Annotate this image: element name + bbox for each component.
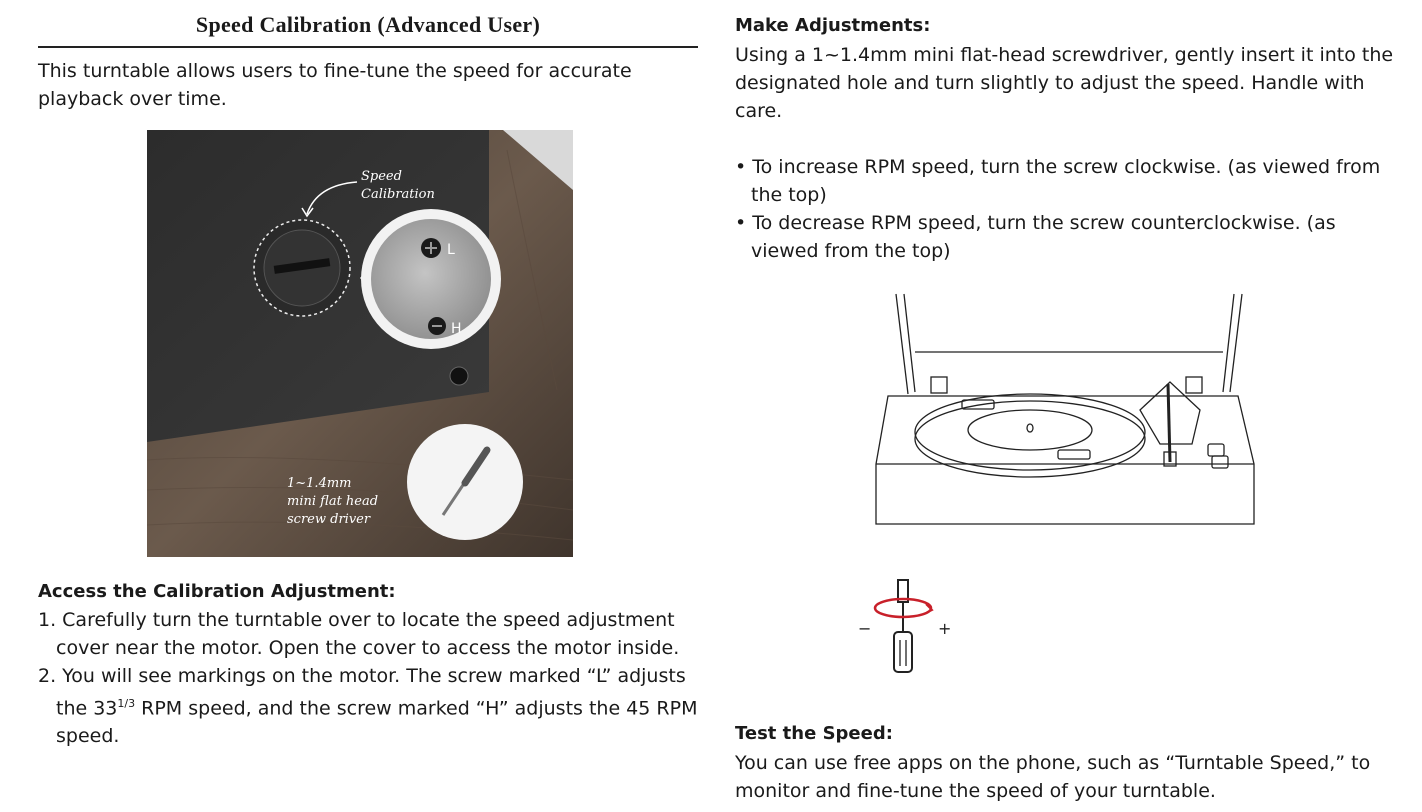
driver-label-line3: screw driver (287, 512, 371, 527)
turntable-illustration (870, 292, 1270, 532)
adjust-bullet-increase: • To increase RPM speed, turn the screw clockwise. (as viewed from the top) (735, 156, 1381, 206)
knob-1 (1208, 444, 1224, 456)
hinge-left (931, 377, 947, 393)
screw-direction-diagram (852, 572, 962, 682)
screw-l-label: L (447, 242, 455, 258)
lid-left-edge (896, 294, 915, 394)
platter-side (915, 401, 1145, 477)
spindle (1027, 424, 1033, 432)
callout-label-line1: Speed (361, 169, 402, 184)
knob-2 (1212, 456, 1228, 468)
access-step-2-fraction: 1/3 (117, 697, 136, 710)
access-step-1: 1. Carefully turn the turntable over to locate the speed adjustment cover near the motor. Open the cover to access the motor inside. (38, 609, 680, 659)
access-steps (38, 606, 698, 750)
record-label-area (968, 410, 1092, 450)
calibration-photo-illustration (147, 130, 573, 557)
screw-h-label: H (451, 321, 462, 337)
screw-direction-drawing (852, 572, 962, 682)
calibration-photo (147, 130, 573, 557)
adjust-bullets (735, 153, 1395, 265)
panel-screw (450, 367, 468, 385)
platter-mark-2 (1058, 450, 1090, 459)
plus-label: + (938, 619, 952, 638)
adjust-bullet-decrease: • To decrease RPM speed, turn the screw counterclockwise. (as viewed from the top) (735, 212, 1336, 262)
driver-label-line2: mini flat head (287, 494, 379, 509)
page-title: Speed Calibration (Advanced User) (195, 12, 541, 37)
hinge-right (1186, 377, 1202, 393)
callout-label-line2: Calibration (361, 187, 435, 202)
access-step-2-end: RPM speed, and the screw marked “H” adjusts the 45 RPM speed. (56, 697, 698, 748)
title-divider (38, 46, 698, 48)
tonearm (1168, 384, 1170, 462)
driver-label-line1: 1~1.4mm (287, 476, 352, 491)
test-body: You can use free apps on the phone, such as “Turntable Speed,” to monitor and fine-tune the speed of your turntable. (735, 752, 1371, 802)
intro-text: This turntable allows users to fine-tune the speed for accurate playback over time. (38, 60, 632, 110)
test-heading: Test the Speed: (735, 723, 893, 744)
lid-right-edge (1223, 294, 1242, 392)
access-step-2 (38, 662, 698, 750)
access-heading: Access the Calibration Adjustment: (38, 581, 396, 602)
adjust-body: Using a 1~1.4mm mini flat-head screwdriver, gently insert it into the designated hole and turn slightly to adjust the speed. Handle with care. (735, 44, 1394, 122)
minus-label: − (858, 619, 872, 638)
access-step-2-start: 2. You will see markings on the motor. The screw marked “L” adjusts the 33 (38, 665, 686, 720)
screwdriver-grip (894, 632, 912, 672)
turntable-drawing (870, 292, 1270, 532)
adjust-heading: Make Adjustments: (735, 15, 931, 36)
